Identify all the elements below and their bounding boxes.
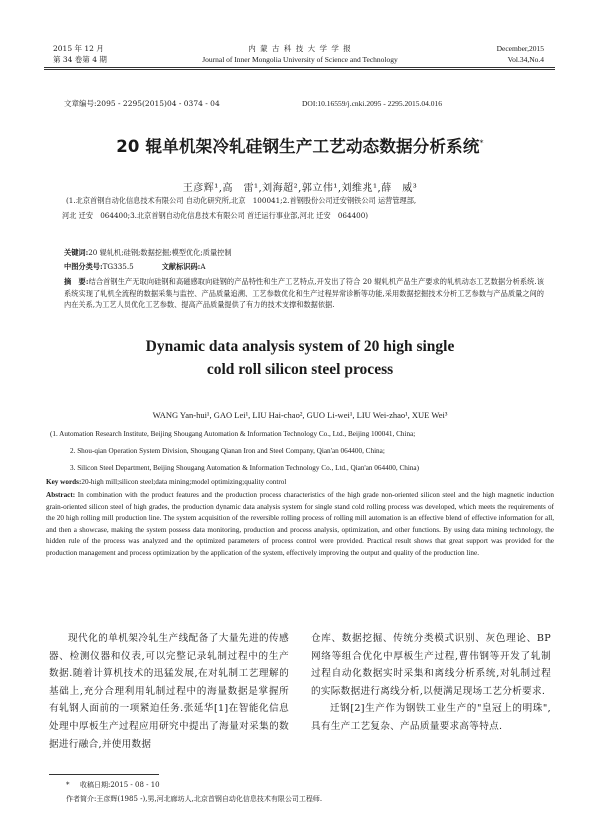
abstract-zh: 摘 要:结合首钢生产无取向硅钢和高磁感取向硅钢的产品特性和生产工艺特点,开发出了符合 20 辊轧机产品生产要求的轧机动态工艺数据分析系统.该系统实现了轧机全流程的数据采集与监控、产品质量追溯、工艺参数优化和生产过程异常诊断等功能,采用数据挖掘技术分析工艺参数与产品质量之间的内在关系,为工艺人员优化工艺参数、提高产品质量提供了有力的技术支撑和数据依据. <box>64 277 544 309</box>
title-zh: 20 辊单机架冷轧硅钢生产工艺动态数据分析系统* <box>116 137 484 156</box>
affiliation-en-line-1: (1. Automation Research Institute, Beijing Shougang Automation & Information Technology Co., Ltd., Beijing 100041, China; <box>50 430 416 438</box>
body-column-left: 现代化的单机架冷轧生产线配备了大量先进的传感器、检测仪器和仪表,可以完整记录轧制过程中的生产数据.随着计算机技术的迅猛发展,在对轧制工艺理解的基础上,充分合理利用轧制过程中的海量数据是掌握所有轧钢人面前的一项紧迫任务.张延华[1]在智能化信息处理中厚板生产过程应用研究中提出了海量对采集的数据进行融合,并使用数据 <box>49 633 289 750</box>
footnote-rule <box>49 774 159 775</box>
header-rule <box>44 67 555 68</box>
body-paragraph-1: 仓库、数据挖掘、传统分类模式识别、灰色理论、BP 网络等组合优化中厚板生产过程,曹伟钢等开发了轧制过程自动化数据实时采集和离线分析系统,对轧制过程的实际数据进行离线分析,以便满足现场工艺分析要求. <box>311 633 551 697</box>
affiliation-en-line-2: 2. Shou-qian Operation System Division, Shougang Qianan Iron and Steel Company, Qian'an 064400, China; <box>70 447 385 455</box>
journal-name-zh: 内 蒙 古 科 技 大 学 学 报 <box>248 44 352 53</box>
title-en-line-2: cold roll silicon steel process <box>206 361 394 378</box>
abstract-en: Abstract: In combination with the product features and the production process characteristics of the high grade non-oriented silicon steel and the high magnetic induction grain-oriented silicon steel of high grades, the production dynamic data analysis system for single stand cold rolling process was developed, which meets the requirements of the 20 high rolling mill production line. The system acquisition of the reversible rolling process of rolling mill automation is an effective blend of effective information for all, and then a showcase, making the system possess data monitoring, production and process analysis, optimization, and other functions. By using data mining technology, the hidden rule of the process was analyzed and the optimized parameters of process control were provided. Practical result shows that great support was provided for the production management and process optimization by the application of the system, effectively improving the output and quality of the production line. <box>46 491 555 557</box>
article-number: 文章编号:2095 - 2295(2015)04 - 0374 - 04 <box>64 99 220 108</box>
affiliation-zh-line-1: (1.北京首钢自动化信息技术有限公司 自动化研究所,北京 100041;2.首钢股份公司迁安钢铁公司 运营管理部, <box>66 196 417 205</box>
authors-zh: 王彦辉¹,高 雷¹,刘海超²,郭立伟¹,刘维兆¹,薛 威³ <box>182 183 418 194</box>
header-date-zh: 2015 年 12 月 <box>53 44 104 53</box>
body-paragraph-2: 迁钢[2]生产作为钢铁工业生产的"皇冠上的明珠",具有生产工艺复杂、产品质量要求高等特点. <box>311 703 551 732</box>
header-date-en: December,2015 <box>496 44 544 53</box>
header-volume-zh: 第 34 卷第 4 期 <box>53 55 107 64</box>
affiliation-en-line-3: 3. Silicon Steel Department, Beijing Shougang Automation & Information Technology Co., Ltd., Qian'an 064400, China) <box>70 464 420 472</box>
clc-line: 中图分类号:TG335.5 文献标识码:A <box>64 262 206 271</box>
title-footnote-mark: * <box>479 138 484 148</box>
authors-en: WANG Yan-hui¹, GAO Lei¹, LIU Hai-chao², GUO Li-wei¹, LIU Wei-zhao¹, XUE Wei³ <box>152 410 448 420</box>
footnote-received: * 收稿日期:2015 - 08 - 10 <box>66 781 160 789</box>
header-rule-double <box>44 69 555 70</box>
keywords-zh: 关键词:20 辊轧机;硅钢;数据挖掘;模型优化;质量控制 <box>64 248 232 257</box>
title-en-line-1: Dynamic data analysis system of 20 high single <box>145 338 455 355</box>
body-column-right <box>311 630 551 736</box>
header-volume-en: Vol.34,No.4 <box>507 55 544 64</box>
footnote-author: 作者简介:王彦辉(1985 -),男,河北廊坊人,北京首钢自动化信息技术有限公司工程师. <box>66 795 323 803</box>
affiliation-zh-line-2: 河北 迁安 064400;3.北京首钢自动化信息技术有限公司 首迁运行事业部,河北 迁安 064400) <box>62 211 369 220</box>
keywords-en: Key words:20-high mill;silicon steel;data mining;model optimizing;quality control <box>46 478 287 486</box>
doi: DOI:10.16559/j.cnki.2095 - 2295.2015.04.016 <box>302 99 442 108</box>
journal-name-en: Journal of Inner Mongolia University of Science and Technology <box>202 55 398 64</box>
